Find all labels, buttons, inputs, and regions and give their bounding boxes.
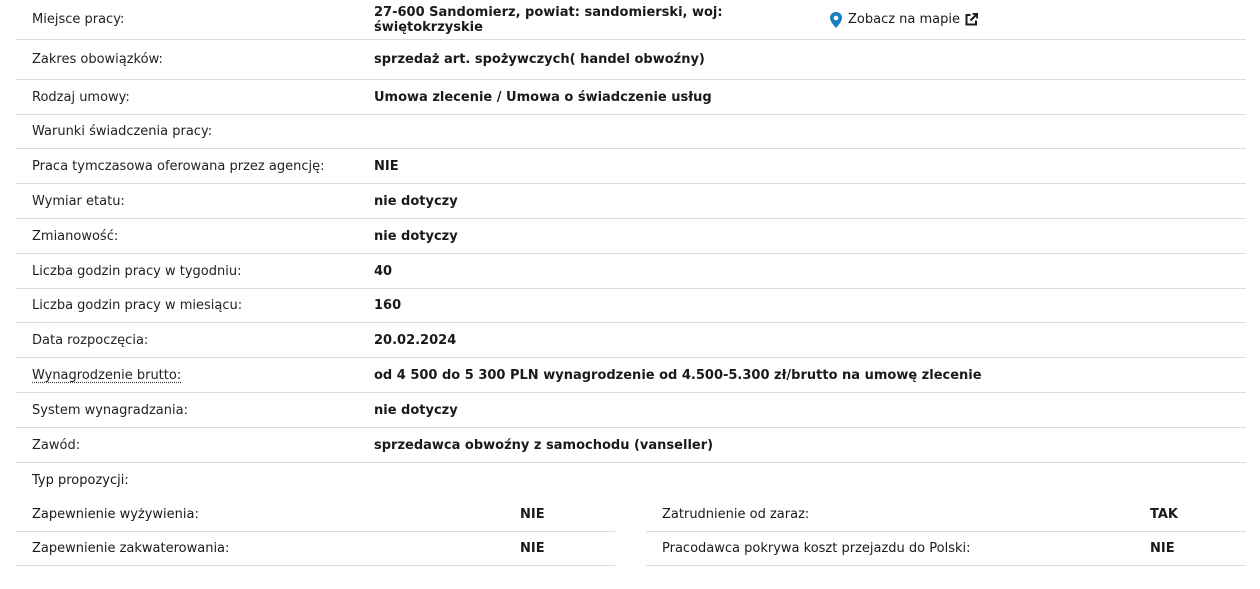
row-label: Rodzaj umowy: xyxy=(32,89,130,105)
row-value xyxy=(374,5,978,35)
see-on-map-link[interactable] xyxy=(829,12,978,28)
row-label: Zawód: xyxy=(32,437,81,453)
see-on-map-label: Zobacz na mapie xyxy=(848,12,961,27)
row-hours-week xyxy=(16,254,1246,289)
row-label: Praca tymczasowa oferowana przez agencję: xyxy=(32,158,325,174)
row-label: Liczba godzin pracy w miesiącu: xyxy=(32,298,243,313)
row-value: sprzedaż art. spożywczych( handel obwoźny) xyxy=(374,52,705,67)
row-label: Wymiar etatu: xyxy=(32,193,125,209)
row-travel-cost xyxy=(646,532,1246,566)
row-offer-type xyxy=(16,463,1246,497)
row-hours-month xyxy=(16,289,1246,323)
job-details-table xyxy=(16,0,1246,566)
row-label: Warunki świadczenia pracy: xyxy=(32,124,213,139)
row-value: NIE xyxy=(1150,541,1175,556)
gross-salary-term[interactable]: Wynagrodzenie brutto: xyxy=(32,367,182,383)
row-label: Pracodawca pokrywa koszt przejazdu do Polski: xyxy=(662,541,971,556)
row-value: nie dotyczy xyxy=(374,193,458,209)
row-value: od 4 500 do 5 300 PLN wynagrodzenie od 4.500-5.300 zł/brutto na umowę zlecenie xyxy=(374,367,982,383)
row-temporary-work xyxy=(16,149,1246,184)
row-label: Data rozpoczęcia: xyxy=(32,332,149,348)
row-immediate-employment xyxy=(646,497,1246,532)
pair-row-2 xyxy=(16,532,1246,566)
row-value: NIE xyxy=(520,506,545,522)
row-accommodation xyxy=(16,532,615,566)
row-value: Umowa zlecenie / Umowa o świadczenie usług xyxy=(374,89,712,105)
row-duties xyxy=(16,40,1246,80)
row-shifts xyxy=(16,219,1246,254)
row-meals xyxy=(16,497,615,532)
row-label: Zapewnienie zakwaterowania: xyxy=(32,541,230,556)
row-label: Zapewnienie wyżywienia: xyxy=(32,506,199,522)
row-contract-type xyxy=(16,80,1246,115)
map-pin-icon xyxy=(829,12,843,28)
row-value: 160 xyxy=(374,298,402,313)
row-workplace xyxy=(16,0,1246,40)
row-work-conditions xyxy=(16,115,1246,149)
row-value: 40 xyxy=(374,263,393,279)
row-value: 20.02.2024 xyxy=(374,332,457,348)
external-link-icon xyxy=(965,13,978,26)
row-label: Zatrudnienie od zaraz: xyxy=(662,506,810,522)
row-value: TAK xyxy=(1150,506,1178,522)
row-label-gross-salary[interactable] xyxy=(16,368,374,383)
row-occupation xyxy=(16,428,1246,463)
address-value: 27-600 Sandomierz, powiat: sandomierski, woj: świętokrzyskie xyxy=(374,4,723,35)
row-working-time xyxy=(16,184,1246,219)
row-label: Zakres obowiązków: xyxy=(32,52,163,67)
row-value: NIE xyxy=(374,158,399,174)
row-gross-salary xyxy=(16,358,1246,393)
row-value: nie dotyczy xyxy=(374,228,458,244)
row-label: Miejsce pracy: xyxy=(32,12,125,27)
row-label: System wynagradzania: xyxy=(32,402,188,418)
row-label: Typ propozycji: xyxy=(32,472,129,488)
row-value: sprzedawca obwoźny z samochodu (vanseller) xyxy=(374,437,714,453)
row-start-date xyxy=(16,323,1246,358)
row-label: Zmianowość: xyxy=(32,228,119,244)
row-label: Liczba godzin pracy w tygodniu: xyxy=(32,263,242,279)
row-value: nie dotyczy xyxy=(374,402,458,418)
row-pay-system xyxy=(16,393,1246,428)
row-value: NIE xyxy=(520,541,545,556)
pair-row-1 xyxy=(16,497,1246,532)
